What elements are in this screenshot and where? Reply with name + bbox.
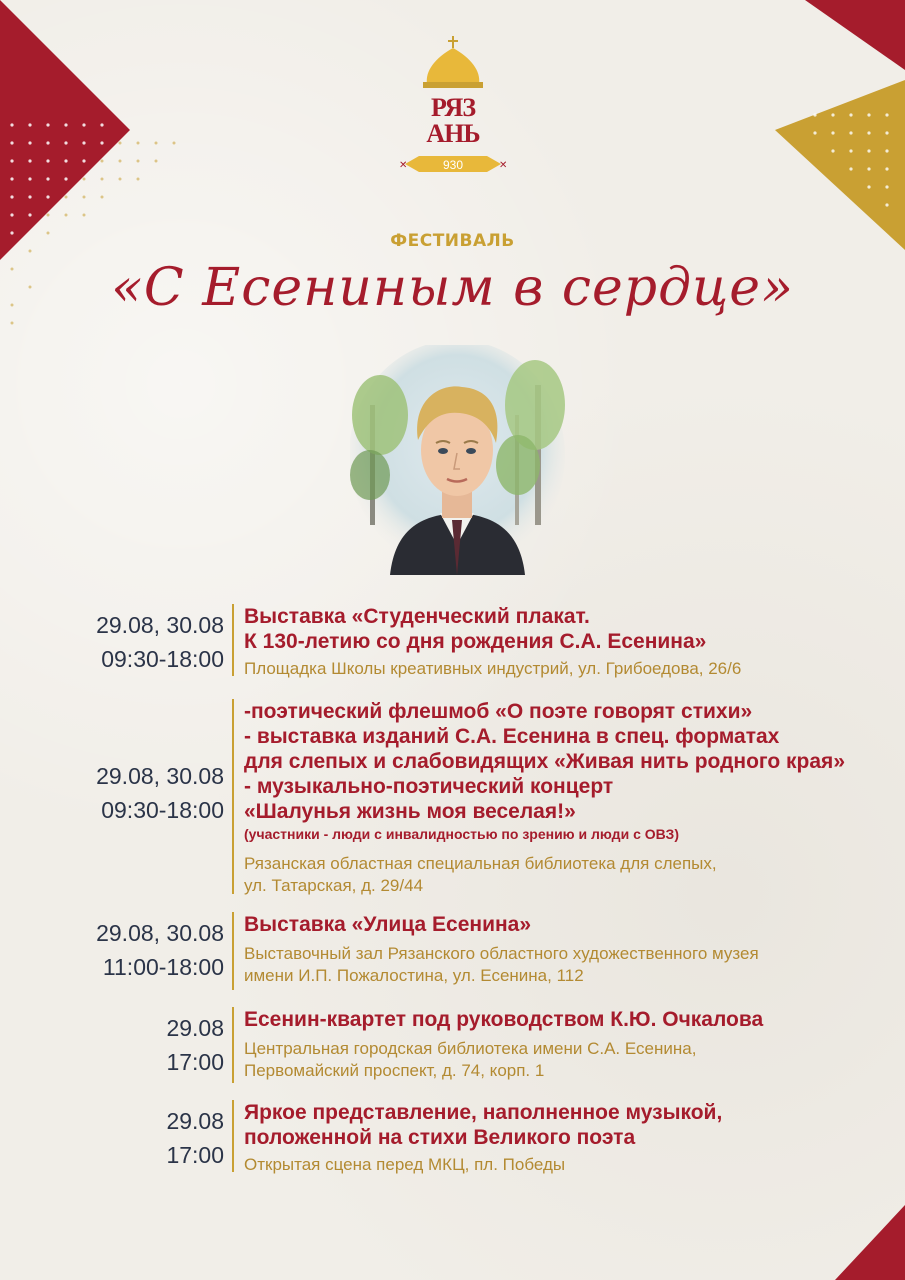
event-title: Яркое представление, наполненное музыкой, положенной на стихи Великого поэта bbox=[244, 1101, 723, 1149]
event-title: Есенин-квартет под руководством К.Ю. Очкалова bbox=[244, 1008, 764, 1031]
event-place: Выставочный зал Рязанского областного художественного музея имени И.П. Пожалостина, ул. Есенина, 112 bbox=[244, 944, 759, 985]
event-dates: 29.08 bbox=[166, 1015, 224, 1041]
event-place: Открытая сцена перед МКЦ, пл. Победы bbox=[244, 1155, 566, 1174]
logo-number: 930 bbox=[442, 158, 464, 172]
svg-text:АНЬ: АНЬ bbox=[426, 119, 480, 148]
event-time: 17:00 bbox=[166, 1049, 224, 1075]
svg-text:РЯЗ: РЯЗ bbox=[430, 93, 476, 122]
event-place: Рязанская областная специальная библиотека для слепых, ул. Татарская, д. 29/44 bbox=[244, 854, 717, 895]
event-place: Центральная городская библиотека имени С.А. Есенина, Первомайский проспект, д. 74, корп. 1 bbox=[244, 1039, 697, 1080]
event-title: -поэтический флешмоб «О поэте говорят стихи» - выставка изданий С.А. Есенина в спец. форматах для слепых и слабовидящих «Живая нить родного края» - музыкально-поэтический концерт «Шалунья жизнь моя веселая!» bbox=[244, 700, 845, 823]
event-4 bbox=[0, 1007, 905, 1087]
event-note: (участники - люди с инвалидностью по зрению и люди с ОВЗ) bbox=[244, 826, 679, 842]
event-dates: 29.08 bbox=[166, 1108, 224, 1134]
corner-decoration-top-right bbox=[705, 0, 905, 300]
event-dates: 29.08, 30.08 bbox=[96, 612, 224, 638]
event-dates: 29.08, 30.08 bbox=[96, 763, 224, 789]
event-2 bbox=[0, 699, 905, 899]
event-title: Выставка «Улица Есенина» bbox=[244, 913, 532, 936]
event-time: 11:00-18:00 bbox=[102, 954, 224, 980]
event-3 bbox=[0, 912, 905, 992]
yesenin-portrait bbox=[350, 345, 565, 575]
event-title: Выставка «Студенческий плакат. К 130-летию со дня рождения С.А. Есенина» bbox=[244, 605, 707, 653]
event-dates: 29.08, 30.08 bbox=[96, 920, 224, 946]
festival-label: ФЕСТИВАЛЬ bbox=[390, 231, 515, 251]
event-time: 09:30-18:00 bbox=[101, 646, 224, 672]
svg-text:✕: ✕ bbox=[399, 160, 408, 171]
event-1 bbox=[0, 604, 905, 684]
event-time: 09:30-18:00 bbox=[101, 797, 224, 823]
corner-decoration-bottom-right bbox=[835, 1205, 905, 1280]
ryazan-930-logo bbox=[395, 36, 511, 176]
event-place: Площадка Школы креативных индустрий, ул. Грибоедова, 26/6 bbox=[244, 659, 742, 678]
festival-title: «С Есениным в сердце» bbox=[111, 258, 794, 318]
svg-text:✕: ✕ bbox=[499, 160, 508, 171]
event-5 bbox=[0, 1100, 905, 1180]
event-time: 17:00 bbox=[166, 1142, 224, 1168]
